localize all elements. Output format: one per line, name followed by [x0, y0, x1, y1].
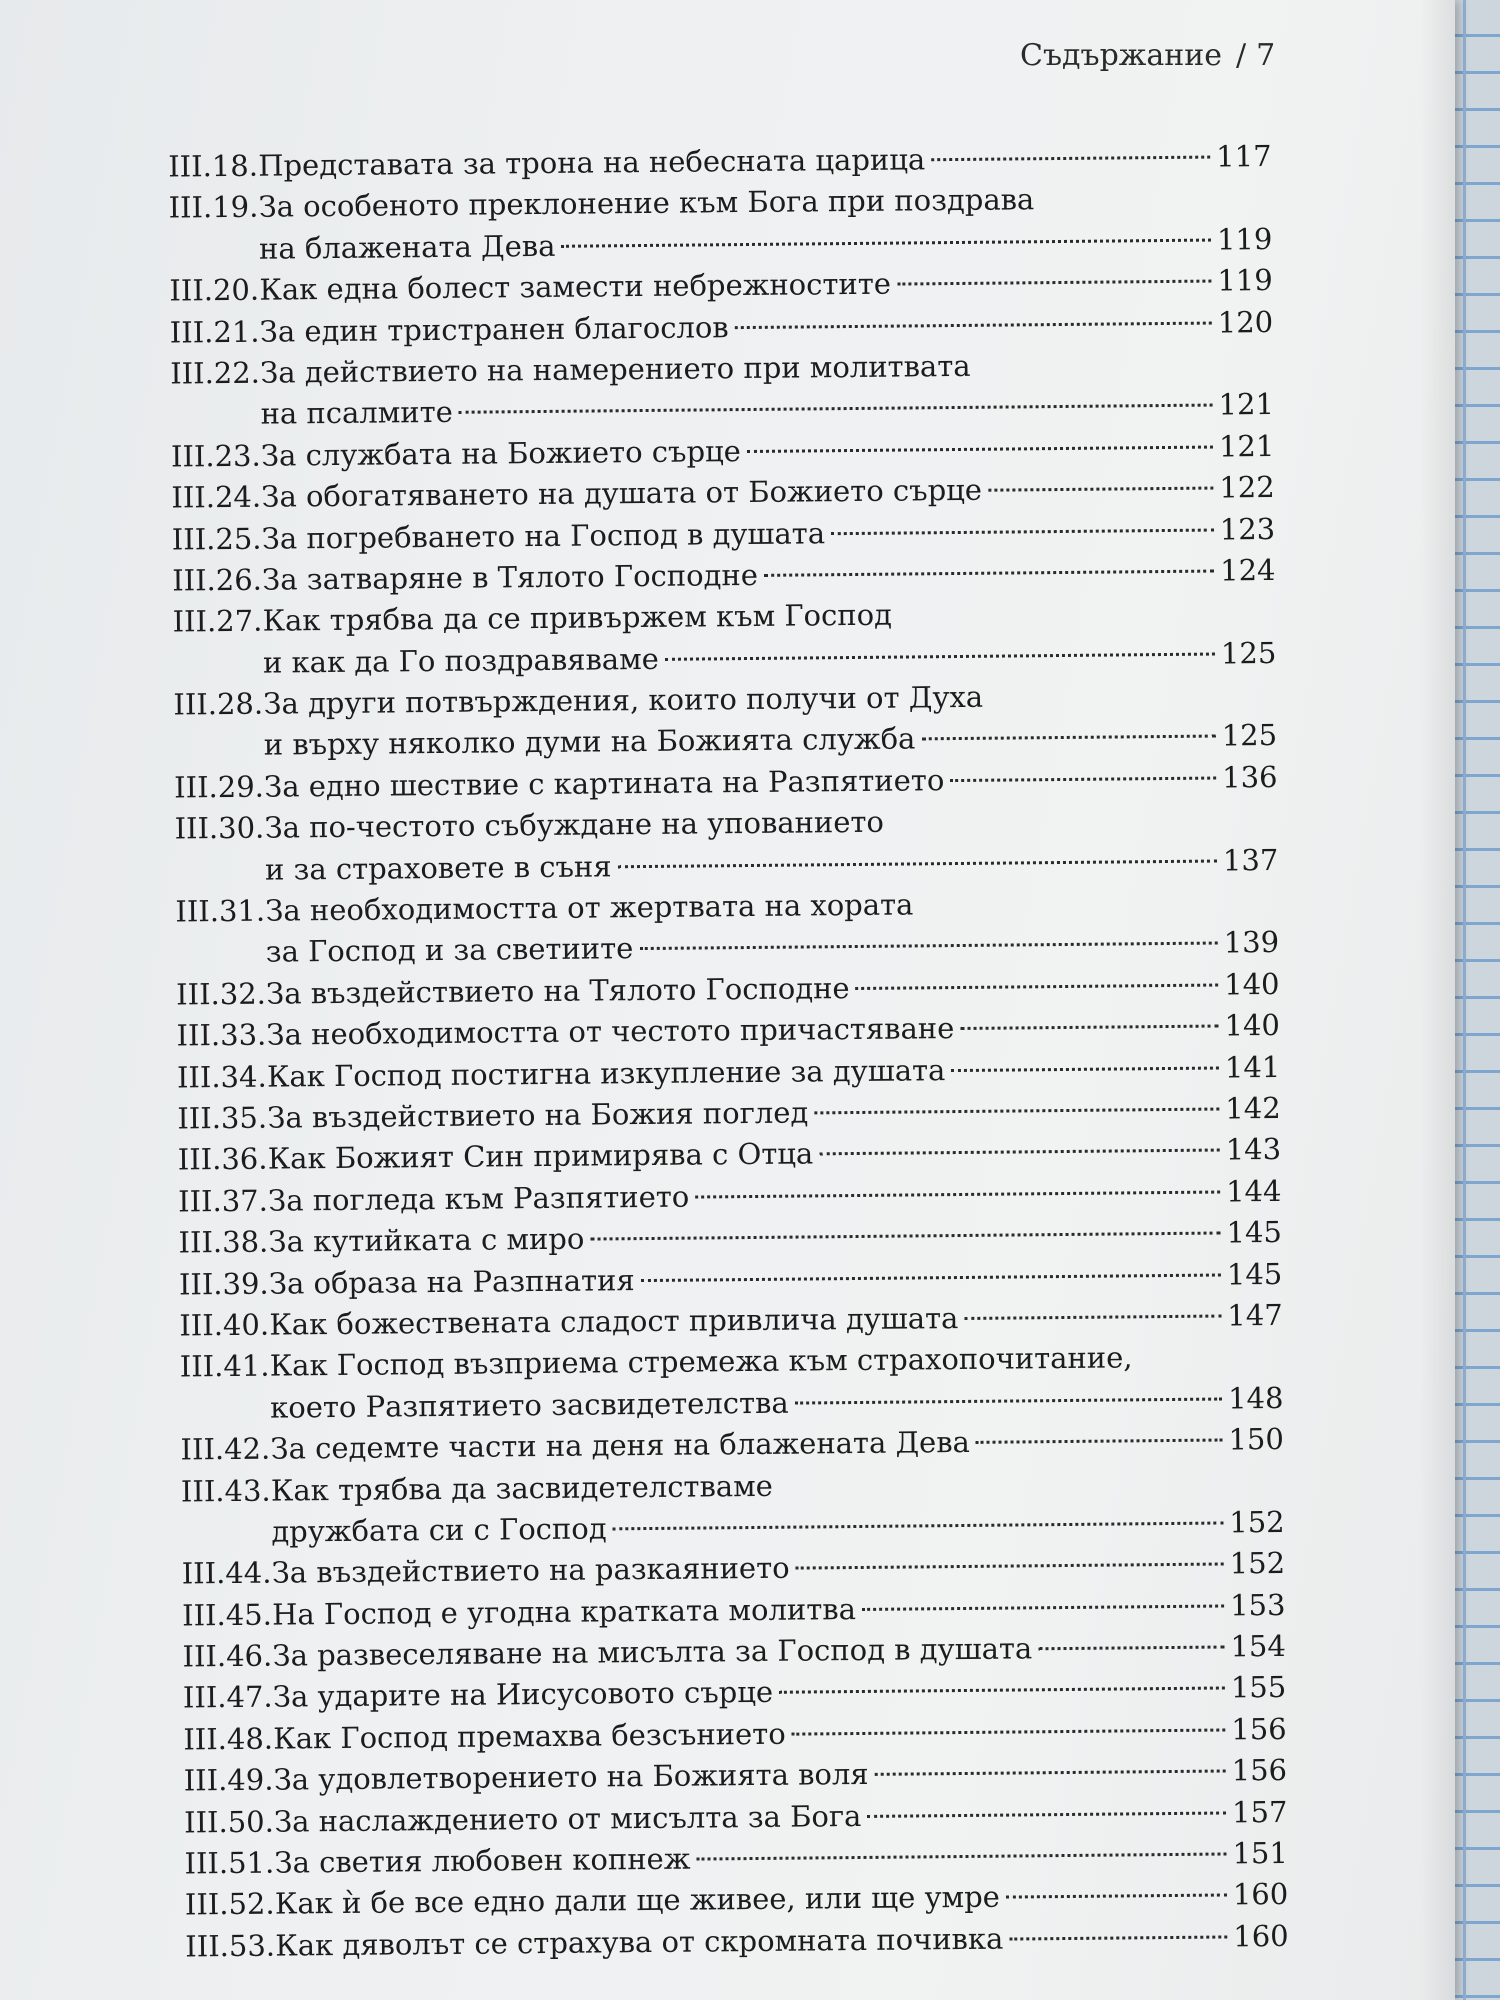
toc-entry-page: 137 — [1222, 842, 1279, 878]
toc-entry-number: III.50. — [183, 1804, 275, 1840]
toc-entry-number: III.45. — [181, 1597, 273, 1633]
toc-entry-number: III.24. — [171, 479, 262, 515]
dot-leader — [639, 942, 1217, 951]
toc-entry-page: 153 — [1229, 1587, 1286, 1623]
toc-entry-title: и как да Го поздравяваме — [262, 641, 659, 680]
toc-entry-title: Представата за трона на небесната царица — [258, 142, 926, 183]
toc-entry-title: За действието на намерението при молитвата — [260, 348, 971, 390]
page-number: 7 — [1256, 38, 1276, 73]
toc-entry-number: III.28. — [173, 686, 264, 722]
toc-entry-title: Как трябва да се привържем към Господ — [262, 597, 893, 638]
dot-leader — [695, 1190, 1220, 1198]
toc-entry-page: 156 — [1231, 1753, 1288, 1788]
toc-entry-page: 147 — [1227, 1297, 1283, 1333]
toc-entry-number: III.40. — [179, 1307, 270, 1343]
toc-entry-page: 140 — [1223, 966, 1280, 1002]
toc-entry-title: За един тристранен благослов — [259, 309, 729, 349]
toc-entry-title: Как Господ постигна изкупление за душата — [266, 1052, 946, 1094]
toc-entry-number: III.38. — [178, 1224, 269, 1260]
dot-leader — [590, 1232, 1220, 1241]
toc-entry-title: За образа на Разпнатия — [268, 1262, 635, 1301]
toc-entry-number: III.29. — [174, 769, 265, 805]
toc-entry-title: За наслаждението от мисълта за Бога — [273, 1798, 862, 1839]
toc-entry-title: За едно шествие с картината на Разпятието — [264, 762, 945, 804]
toc-entry-page: 150 — [1228, 1422, 1285, 1457]
toc-entry-page: 136 — [1221, 759, 1278, 795]
toc-entry-number: III.20. — [169, 272, 260, 308]
toc-entry-page: 144 — [1225, 1173, 1282, 1209]
dot-leader — [814, 1107, 1219, 1114]
toc-entry-number: III.18. — [168, 148, 259, 184]
dot-leader — [856, 983, 1219, 989]
toc-entry-number: III.21. — [169, 314, 260, 350]
toc-entry-page: 156 — [1231, 1711, 1287, 1747]
dot-leader — [696, 1852, 1226, 1860]
dot-leader — [931, 156, 1210, 162]
toc-entry-title: дружбата си с Господ — [271, 1511, 607, 1549]
toc-entry-number: III.35. — [177, 1100, 268, 1136]
toc-entry-page: 145 — [1226, 1256, 1283, 1291]
dot-leader — [951, 1066, 1219, 1072]
toc-entry-number: III.22. — [170, 355, 261, 391]
dot-leader — [641, 1273, 1221, 1282]
toc-entry-number: III.34. — [176, 1059, 267, 1095]
toc-entry-title: За обогатяването на душата от Божието сърце — [261, 472, 983, 514]
dot-leader — [1009, 1935, 1227, 1940]
toc-entry — [173, 674, 1278, 767]
toc-entry-title: За службата на Божието сърце — [260, 433, 742, 473]
toc-entry-title: За въздействието на Божия поглед — [267, 1095, 809, 1135]
toc-entry — [168, 177, 1273, 270]
toc-entry-number: III.52. — [184, 1887, 275, 1922]
toc-entry-title: За развеселяване на мисълта за Господ в душата — [272, 1631, 1033, 1673]
toc-entry-number: III.51. — [184, 1845, 275, 1881]
toc-entry-page: 142 — [1225, 1090, 1281, 1126]
toc-entry-number: III.48. — [183, 1721, 274, 1757]
toc-entry-page: 145 — [1226, 1215, 1283, 1250]
dot-leader — [1038, 1646, 1224, 1651]
toc-entry-page: 117 — [1216, 138, 1272, 174]
toc-entry-title: За необходимостта от честото причастяване — [266, 1011, 955, 1052]
toc-entry-number: III.39. — [178, 1266, 269, 1302]
toc-entry-title: За удовлетворението на Божията воля — [273, 1757, 869, 1797]
toc-entry-page: 119 — [1216, 221, 1273, 257]
toc-entry-page: 154 — [1230, 1628, 1287, 1664]
toc-entry-title: За погледа към Разпятието — [268, 1179, 690, 1218]
toc-entry-title: За ударите на Иисусовото сърце — [272, 1675, 774, 1715]
table-of-contents — [168, 136, 1289, 1968]
toc-entry-title: Как Господ премахва безсънието — [273, 1716, 786, 1756]
toc-entry — [180, 1460, 1285, 1553]
dot-leader — [779, 1687, 1225, 1694]
toc-entry-title: и върху няколко думи на Божията служба — [263, 721, 916, 763]
toc-entry-title: Как една болест замести небрежностите — [259, 266, 892, 307]
page-edge-shadow — [1420, 0, 1455, 2000]
dot-leader — [964, 1314, 1221, 1319]
dot-leader — [792, 1728, 1226, 1735]
notebook-margin-line — [1463, 0, 1466, 2000]
dot-leader — [831, 528, 1214, 535]
toc-entry-number: III.37. — [178, 1183, 269, 1219]
toc-entry — [174, 798, 1279, 891]
toc-entry-number: III.33. — [176, 1017, 267, 1053]
toc-entry — [175, 881, 1280, 974]
toc-entry-page: 139 — [1223, 925, 1280, 960]
toc-entry-title: За седемте части на деня на блажената Дева — [270, 1425, 971, 1466]
toc-entry-title: Как трябва да засвидетелстваме — [270, 1468, 774, 1508]
toc-entry-page: 124 — [1220, 552, 1276, 588]
toc-entry-page: 123 — [1219, 511, 1276, 546]
dot-leader — [618, 859, 1217, 868]
dot-leader — [735, 321, 1212, 329]
toc-entry-title: което Разпятието засвидетелства — [269, 1385, 789, 1425]
toc-entry-number: III.31. — [175, 893, 266, 929]
toc-entry-number: III.41. — [179, 1348, 270, 1384]
toc-entry-title: За въздействието на Тялото Господне — [266, 970, 850, 1011]
toc-entry-page: 155 — [1230, 1670, 1287, 1705]
dot-leader — [561, 238, 1211, 247]
dot-leader — [796, 1563, 1224, 1570]
toc-entry-page: 148 — [1227, 1380, 1284, 1416]
toc-entry-page: 119 — [1217, 263, 1273, 298]
header-separator: / — [1236, 38, 1247, 73]
toc-entry-page: 151 — [1232, 1835, 1289, 1871]
dot-leader — [795, 1397, 1222, 1404]
toc-entry-page: 160 — [1232, 1877, 1289, 1912]
toc-entry-number: III.23. — [170, 438, 261, 474]
dot-leader — [1006, 1894, 1227, 1899]
toc-entry-title: За въздействието на разкаянието — [271, 1550, 790, 1590]
toc-entry-page: 122 — [1219, 470, 1275, 505]
toc-entry-title: За кутийката с миро — [268, 1221, 585, 1259]
toc-entry-page: 152 — [1229, 1504, 1285, 1540]
toc-entry-title: Как ѝ бе все едно дали ще живее, или ще умре — [274, 1880, 1001, 1922]
toc-entry-title: Как божествената сладост привлича душата — [269, 1300, 959, 1342]
toc-entry-page: 140 — [1224, 1008, 1281, 1043]
dot-leader — [897, 280, 1211, 286]
dot-leader — [950, 776, 1216, 782]
dot-leader — [921, 735, 1215, 741]
toc-entry-page: 143 — [1225, 1132, 1282, 1167]
toc-entry-title: и за страховете в съня — [264, 848, 612, 887]
toc-entry — [172, 591, 1277, 684]
toc-entry-number: III.25. — [171, 521, 262, 557]
toc-entry-number: III.42. — [180, 1431, 271, 1467]
toc-entry-number: III.44. — [181, 1555, 272, 1591]
toc-entry-title: За затваряне в Тялото Господне — [262, 557, 759, 597]
dot-leader — [875, 1770, 1226, 1776]
section-title: Съдържание — [1020, 38, 1223, 73]
dot-leader — [976, 1439, 1223, 1444]
dot-leader — [867, 1811, 1226, 1817]
toc-entry-title: На Господ е угодна кратката молитва — [271, 1591, 857, 1632]
toc-entry-page: 157 — [1231, 1794, 1288, 1830]
toc-entry-title: За светия любовен копнеж — [274, 1841, 691, 1880]
toc-entry — [179, 1336, 1284, 1429]
toc-entry-number: III.53. — [185, 1928, 276, 1964]
toc-entry-title: За други потвърждения, които получи от Духа — [263, 679, 984, 721]
toc-entry-title: За по-честото събуждане на упованието — [264, 804, 885, 845]
dot-leader — [747, 445, 1213, 452]
toc-entry-page: 141 — [1224, 1049, 1281, 1085]
toc-entry-page: 121 — [1218, 428, 1275, 464]
dot-leader — [862, 1604, 1224, 1610]
dot-leader — [988, 487, 1213, 492]
dot-leader — [819, 1149, 1220, 1156]
toc-entry-page: 125 — [1221, 718, 1278, 753]
toc-entry-number: III.36. — [177, 1142, 268, 1177]
toc-entry-page: 160 — [1233, 1918, 1289, 1954]
toc-entry-number: III.46. — [182, 1638, 273, 1674]
dot-leader — [613, 1521, 1224, 1530]
running-head — [1020, 38, 1275, 73]
toc-entry-title: За погребването на Господ в душата — [261, 515, 826, 556]
toc-entry — [170, 343, 1275, 436]
toc-entry-title: За необходимостта от жертвата на хората — [265, 887, 914, 928]
toc-entry-number: III.49. — [183, 1762, 274, 1798]
toc-entry-page: 152 — [1229, 1546, 1286, 1581]
toc-entry-title: за Господ и за светиите — [265, 931, 634, 970]
toc-entry-number: III.32. — [176, 976, 267, 1012]
toc-entry-number: III.43. — [180, 1473, 271, 1508]
dot-leader — [459, 404, 1213, 414]
toc-entry-title: Как Божият Син примирява с Отца — [267, 1136, 814, 1177]
toc-entry-number: III.27. — [172, 603, 263, 639]
toc-entry-title: на псалмите — [260, 395, 453, 432]
toc-entry-number: III.30. — [174, 810, 265, 846]
dot-leader — [665, 652, 1215, 660]
toc-entry-title: Как Господ възприема стремежа към страхопочитание, — [269, 1340, 1133, 1383]
toc-entry-title: на блажената Дева — [258, 228, 556, 266]
toc-entry-number: III.19. — [168, 190, 259, 225]
toc-entry-page: 125 — [1220, 635, 1277, 671]
toc-entry-title: Как дяволът се страхува от скромната почивка — [275, 1921, 1004, 1963]
toc-entry-title: За особеното преклонение към Бога при поздрава — [258, 182, 1035, 225]
toc-entry-page: 120 — [1217, 304, 1274, 340]
dot-leader — [764, 569, 1214, 576]
dot-leader — [960, 1025, 1218, 1030]
toc-entry-number: III.26. — [172, 562, 263, 598]
toc-entry-page: 121 — [1218, 387, 1275, 422]
toc-entry-number: III.47. — [182, 1680, 273, 1715]
